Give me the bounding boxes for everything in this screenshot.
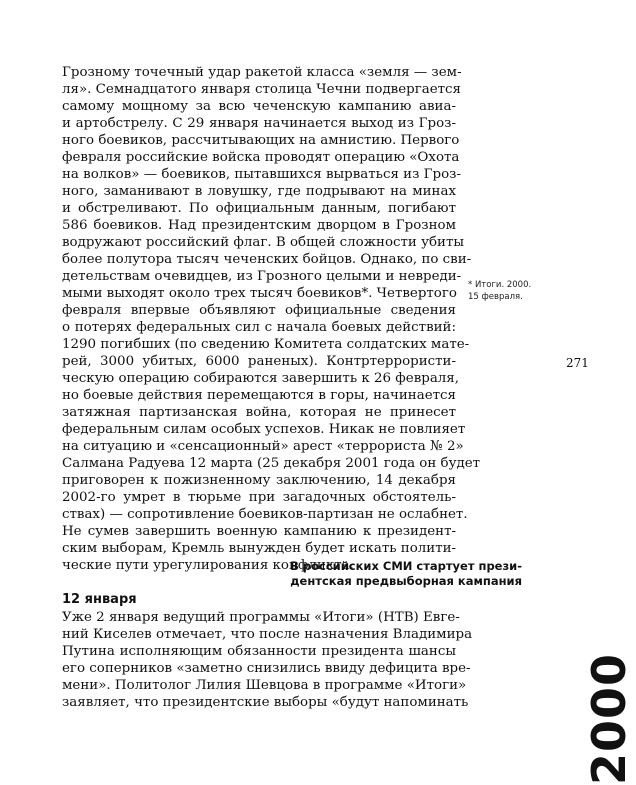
page-number: 271: [566, 356, 589, 370]
text-line: ного, заманивают в ловушку, где подрывают на минах: [62, 184, 456, 199]
text-line: 586 боевиков. Над президентским дворцом в Грозном: [62, 218, 456, 233]
text-line: о потерях федеральных сил с начала боевых действий:: [62, 320, 456, 335]
text-line: на волков» — боевиков, пытавшихся вырваться из Гроз-: [62, 167, 461, 182]
text-line: Не сумев завершить военную кампанию к президент-: [62, 524, 456, 539]
footnote-line: 15 февраля.: [468, 292, 523, 302]
text-line: 2002-го умрет в тюрьме при загадочных обстоятель-: [62, 490, 456, 505]
date-heading: 12 января: [62, 592, 137, 607]
text-line: ний Киселев отмечает, что после назначения Владимира: [62, 627, 473, 642]
text-line: водружают российский флаг. В общей сложности убиты: [62, 235, 465, 250]
subheading-line: В российских СМИ стартует прези-: [290, 559, 522, 573]
text-line: ческие пути урегулирования конфликта.: [62, 558, 354, 573]
text-line: мыми выходят около трех тысяч боевиков*. Четвертого: [62, 286, 457, 301]
section-subheading: [290, 559, 522, 589]
text-line: его соперников «заметно снизились ввиду дефицита вре-: [62, 661, 471, 676]
text-line: и артобстрелу. С 29 января начинается выход из Гроз-: [62, 116, 456, 131]
text-line: приговорен к пожизненному заключению, 14 декабря: [62, 473, 456, 488]
text-line: более полутора тысяч чеченских бойцов. Однако, по сви-: [62, 252, 472, 267]
text-line: Салмана Радуева 12 марта (25 декабря 2001 года он будет: [62, 456, 481, 471]
year-marker: 2000: [582, 652, 636, 785]
footnote: [468, 279, 531, 303]
text-line: Уже 2 января ведущий программы «Итоги» (НТВ) Евге-: [62, 610, 460, 625]
text-line: ного боевиков, рассчитывающих на амнистию. Первого: [62, 133, 460, 148]
text-line: февраля впервые объявляют официальные сведения: [62, 303, 456, 318]
text-line: и обстреливают. По официальным данным, погибают: [62, 201, 456, 216]
text-line: мени». Политолог Лилия Шевцова в программе «Итоги»: [62, 678, 467, 693]
text-line: ля». Семнадцатого января столица Чечни подвергается: [62, 82, 461, 97]
footnote-line: * Итоги. 2000.: [468, 280, 532, 290]
text-line: ским выборам, Кремль вынужден будет искать полити-: [62, 541, 457, 556]
text-line: заявляет, что президентские выборы «будут напоминать: [62, 695, 469, 710]
subheading-line: дентская предвыборная кампания: [290, 574, 522, 588]
text-line: федеральным силам особых успехов. Никак не повлияет: [62, 422, 466, 437]
text-line: ствах) — сопротивление боевиков-партизан не ослабнет.: [62, 507, 468, 522]
text-line: Грозному точечный удар ракетой класса «земля — зем-: [62, 65, 462, 80]
text-line: самому мощному за всю чеченскую кампанию авиа-: [62, 99, 456, 114]
text-line: февраля российские войска проводят операцию «Охота: [62, 150, 460, 165]
text-line: детельствам очевидцев, из Грозного целыми и невреди-: [62, 269, 462, 284]
text-line: 1290 погибших (по сведению Комитета солдатских мате-: [62, 337, 470, 352]
text-line: ческую операцию собираются завершить к 26 февраля,: [62, 371, 460, 386]
text-line: затяжная партизанская война, которая не принесет: [62, 405, 456, 420]
text-line: рей, 3000 убитых, 6000 раненых). Контртеррористи-: [62, 354, 456, 369]
text-line: на ситуацию и «сенсационный» арест «террориста № 2»: [62, 439, 464, 454]
text-line: но боевые действия перемещаются в горы, начинается: [62, 388, 456, 403]
text-line: Путина исполняющим обязанности президента шансы: [62, 644, 456, 659]
